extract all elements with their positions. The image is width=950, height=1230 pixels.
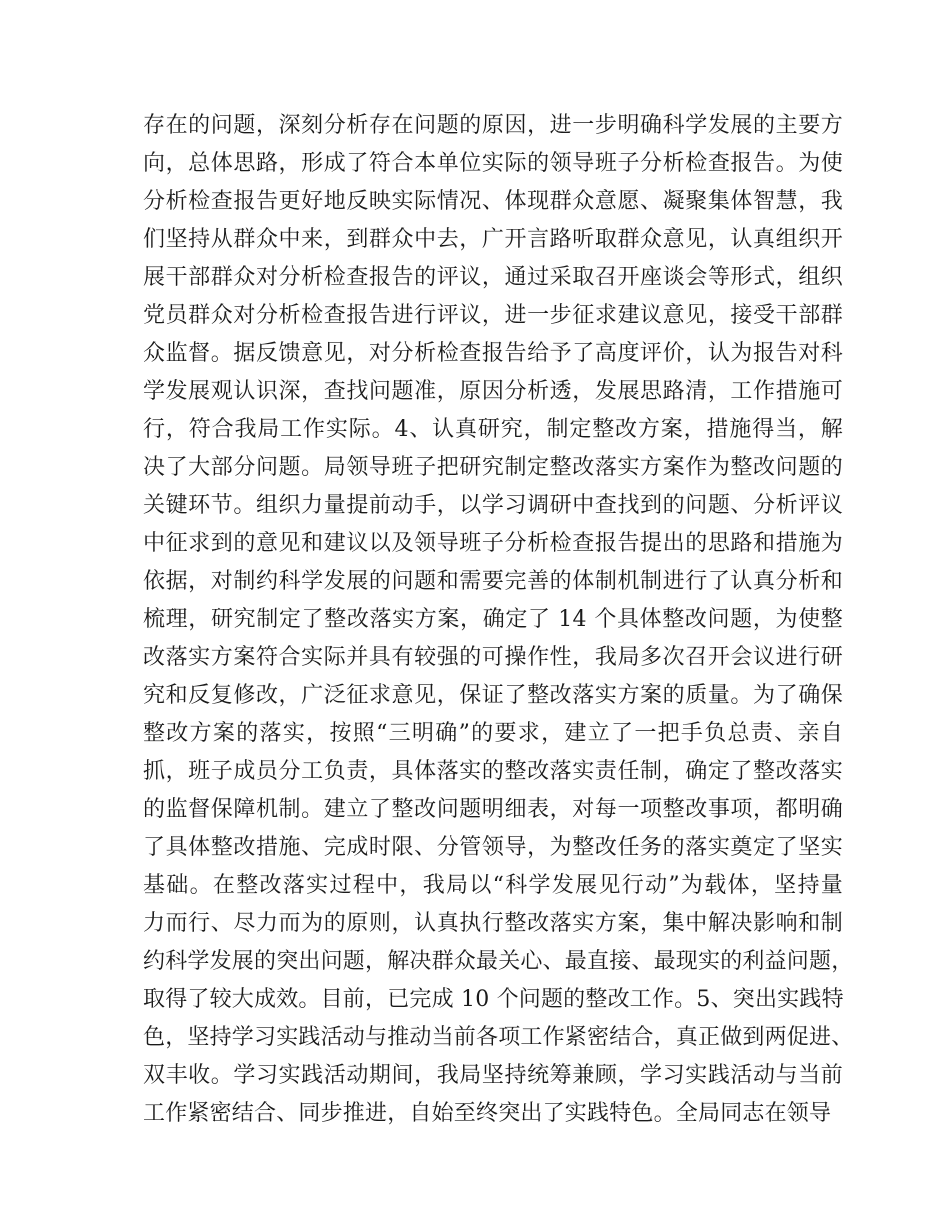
text-line: 学发展观认识深，查找问题准，原因分析透，发展思路清，工作措施可 [143,379,843,404]
text-line: 们坚持从群众中来，到群众中去，广开言路听取群众意见，认真组织开 [143,227,843,252]
text-line: 的监督保障机制。建立了整改问题明细表，对每一项整改事项，都明确 [143,797,843,822]
text-line: 工作紧密结合、同步推进，自始至终突出了实践特色。全局同志在领导 [143,1101,832,1126]
text-line: 展干部群众对分析检查报告的评议，通过采取召开座谈会等形式，组织 [143,265,843,290]
text-line: 改落实方案符合实际并具有较强的可操作性，我局多次召开会议进行研 [143,645,843,670]
text-line: 色，坚持学习实践活动与推动当前各项工作紧密结合，真正做到两促进、 [143,1025,854,1050]
text-line: 了具体整改措施、完成时限、分管领导，为整改任务的落实奠定了坚实 [143,835,843,860]
text-line: 基础。在整改落实过程中，我局以“科学发展见行动”为载体，坚持量 [143,873,843,898]
text-line: 决了大部分问题。局领导班子把研究制定整改落实方案作为整改问题的 [143,455,843,480]
text-line: 行，符合我局工作实际。4、认真研究，制定整改方案，措施得当，解 [143,417,843,442]
text-line: 分析检查报告更好地反映实际情况、体现群众意愿、凝聚集体智慧，我 [143,189,843,214]
text-line: 整改方案的落实，按照“三明确”的要求，建立了一把手负总责、亲自 [143,721,843,746]
body-text [143,107,854,1133]
text-line: 众监督。据反馈意见，对分析检查报告给予了高度评价，认为报告对科 [143,341,843,366]
text-line: 取得了较大成效。目前，已完成 10 个问题的整改工作。5、突出实践特 [143,987,844,1012]
text-line: 党员群众对分析检查报告进行评议，进一步征求建议意见，接受干部群 [143,303,843,328]
text-line: 关键环节。组织力量提前动手，以学习调研中查找到的问题、分析评议 [143,493,843,518]
text-line: 依据，对制约科学发展的问题和需要完善的体制机制进行了认真分析和 [143,569,843,594]
text-line: 中征求到的意见和建议以及领导班子分析检查报告提出的思路和措施为 [143,531,843,556]
text-line: 约科学发展的突出问题，解决群众最关心、最直接、最现实的利益问题， [143,949,854,974]
text-line: 力而行、尽力而为的原则，认真执行整改落实方案，集中解决影响和制 [143,911,843,936]
text-line: 向，总体思路，形成了符合本单位实际的领导班子分析检查报告。为使 [143,151,843,176]
text-line: 抓，班子成员分工负责，具体落实的整改落实责任制，确定了整改落实 [143,759,843,784]
text-line: 双丰收。学习实践活动期间，我局坚持统筹兼顾，学习实践活动与当前 [143,1063,843,1088]
text-line: 梳理，研究制定了整改落实方案，确定了 14 个具体整改问题，为使整 [143,607,843,632]
text-line: 存在的问题，深刻分析存在问题的原因，进一步明确科学发展的主要方 [143,113,843,138]
text-line: 究和反复修改，广泛征求意见，保证了整改落实方案的质量。为了确保 [143,683,843,708]
